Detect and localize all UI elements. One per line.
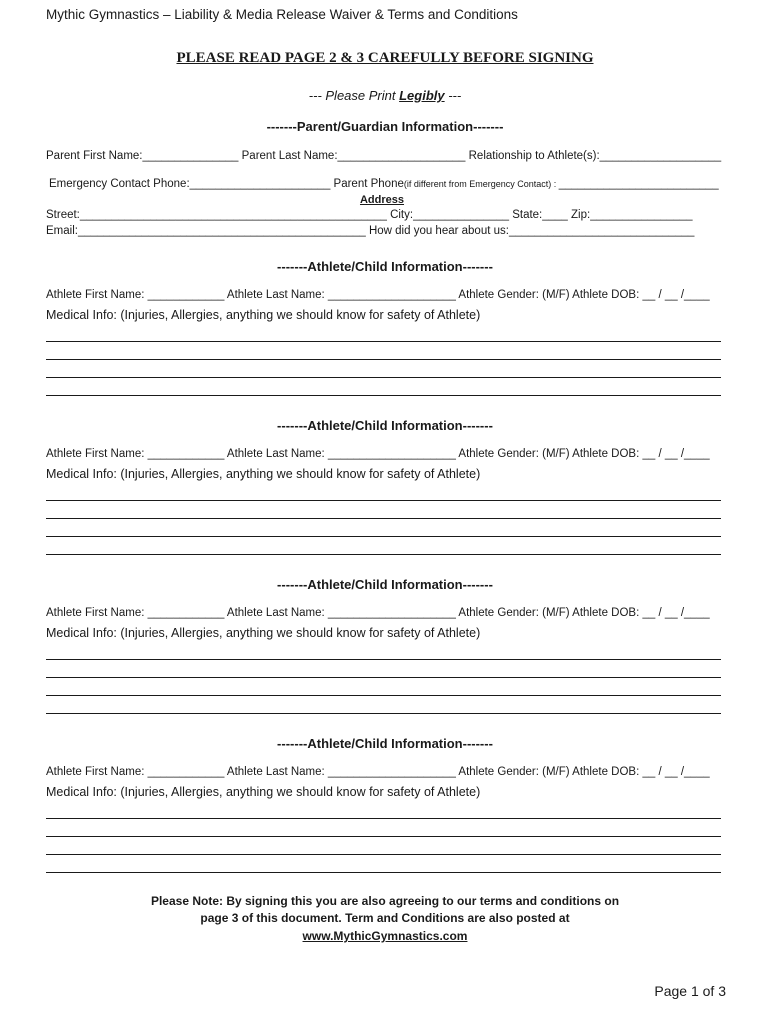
parent-section-heading: -------Parent/Guardian Information------- xyxy=(266,119,504,134)
medical-info-label: Medical Info: (Injuries, Allergies, anything we should know for safety of Athlete) xyxy=(46,785,481,799)
document-header: Mythic Gymnastics – Liability & Media Release Waiver & Terms and Conditions xyxy=(46,7,518,22)
athlete-info-row: Athlete First Name: ____________ Athlete Last Name: ____________________ Athlete Gender: (M/F) Athlete DOB: __ / __ /____ xyxy=(46,607,710,619)
athlete-section-heading: -------Athlete/Child Information------- xyxy=(277,736,493,751)
print-prefix: --- Please Print xyxy=(308,88,400,103)
athlete-info-row: Athlete First Name: ____________ Athlete Last Name: ____________________ Athlete Gender: (M/F) Athlete DOB: __ / __ /____ xyxy=(46,289,710,301)
print-emphasis: Legibly xyxy=(399,88,445,103)
athlete-section-heading: -------Athlete/Child Information------- xyxy=(277,418,493,433)
print-suffix: --- xyxy=(444,88,462,103)
street-row: Street:________________________________________________ City:_______________ State:____ Zip:________________ xyxy=(46,209,693,221)
medical-line xyxy=(46,854,721,855)
medical-line xyxy=(46,341,721,342)
parent-phone-blank: _________________________ xyxy=(558,178,719,190)
medical-info-label: Medical Info: (Injuries, Allergies, anything we should know for safety of Athlete) xyxy=(46,626,481,640)
email-row: Email:_____________________________________________ How did you hear about us:_____________________________ xyxy=(46,225,695,237)
athlete-section-heading: -------Athlete/Child Information------- xyxy=(277,259,493,274)
emergency-contact-row xyxy=(49,178,719,190)
athlete-info-row: Athlete First Name: ____________ Athlete Last Name: ____________________ Athlete Gender: (M/F) Athlete DOB: __ / __ /____ xyxy=(46,448,710,460)
medical-line xyxy=(46,872,721,873)
medical-line xyxy=(46,695,721,696)
note-line-1: Please Note: By signing this you are also agreeing to our terms and conditions on xyxy=(150,894,620,908)
medical-line xyxy=(46,395,721,396)
website-link-text[interactable]: www.MythicGymnastics.com xyxy=(302,929,468,943)
parent-phone-note: (if different from Emergency Contact) : xyxy=(403,179,559,189)
medical-line xyxy=(46,836,721,837)
medical-line xyxy=(46,713,721,714)
medical-info-label: Medical Info: (Injuries, Allergies, anything we should know for safety of Athlete) xyxy=(46,467,481,481)
medical-line xyxy=(46,500,721,501)
athlete-info-row: Athlete First Name: ____________ Athlete Last Name: ____________________ Athlete Gender: (M/F) Athlete DOB: __ / __ /____ xyxy=(46,766,710,778)
print-instruction xyxy=(0,88,770,103)
medical-line xyxy=(46,518,721,519)
medical-info-label: Medical Info: (Injuries, Allergies, anything we should know for safety of Athlete) xyxy=(46,308,481,322)
medical-line xyxy=(46,818,721,819)
medical-line xyxy=(46,659,721,660)
athlete-section-heading: -------Athlete/Child Information------- xyxy=(277,577,493,592)
medical-line xyxy=(46,536,721,537)
medical-line xyxy=(46,359,721,360)
address-label: Address xyxy=(359,194,405,206)
page-number: Page 1 of 3 xyxy=(654,983,726,999)
parent-name-row: Parent First Name:_______________ Parent Last Name:____________________ Relationship to Athlete(s):___________________ xyxy=(46,150,722,162)
website-link[interactable] xyxy=(0,929,770,943)
note-line-2: page 3 of this document. Term and Conditions are also posted at xyxy=(200,911,570,925)
medical-line xyxy=(46,377,721,378)
emergency-phone-label: Emergency Contact Phone:______________________ Parent Phone xyxy=(49,178,404,190)
medical-line xyxy=(46,554,721,555)
page-title: PLEASE READ PAGE 2 & 3 CAREFULLY BEFORE SIGNING xyxy=(176,50,594,66)
medical-line xyxy=(46,677,721,678)
